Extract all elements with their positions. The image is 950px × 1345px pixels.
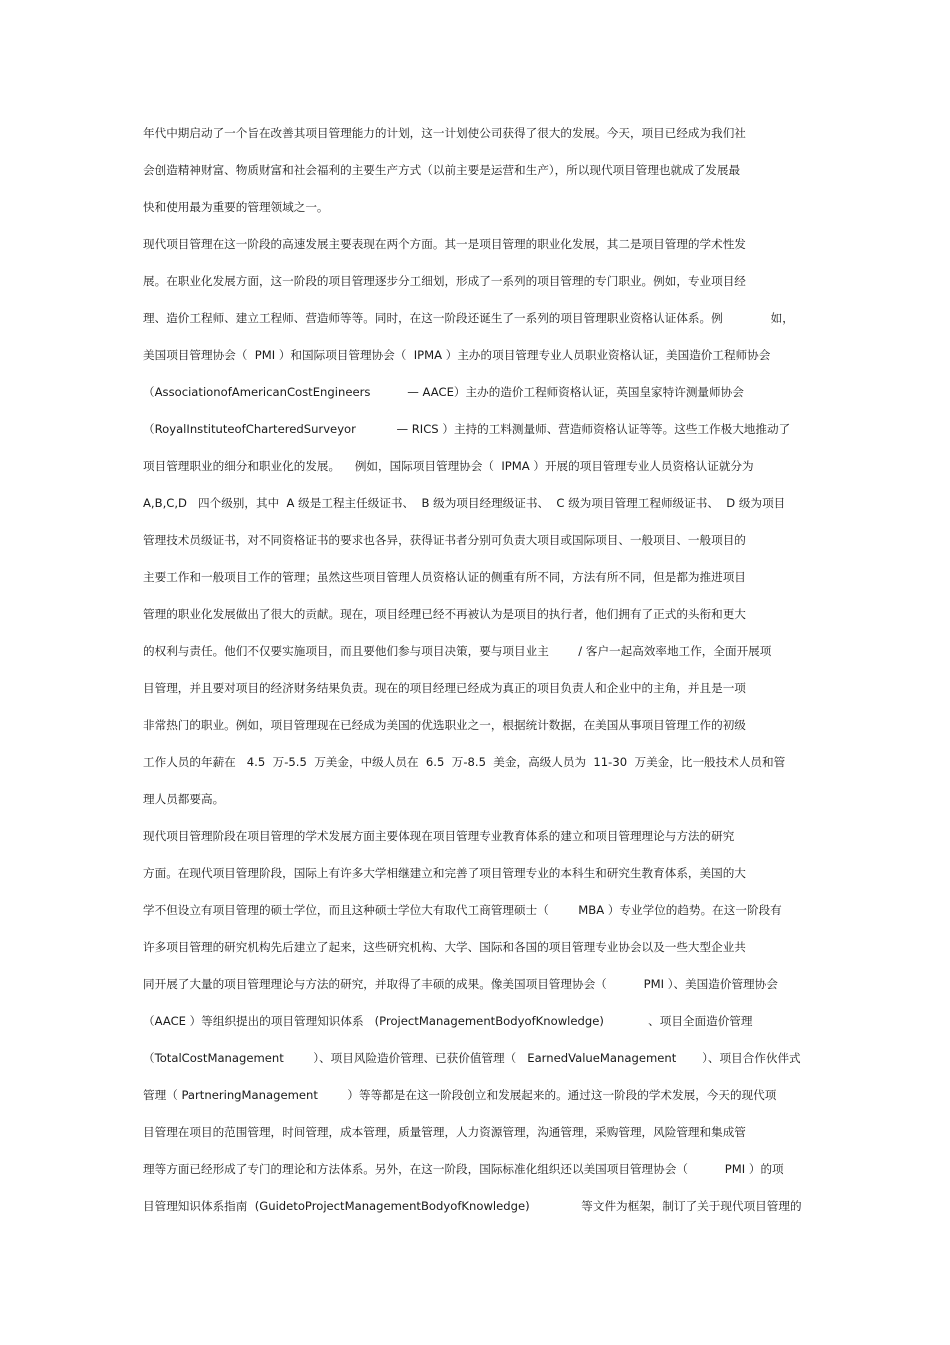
text-line: 现代项目管理在这一阶段的高速发展主要表现在两个方面。其一是项目管理的职业化发展，其二是项目管理的学术性发 [143, 237, 746, 251]
text-line: 理等方面已经形成了专门的理论和方法体系。另外，在这一阶段，国际标准化组织还以美国项目管理协会（ PMI ）的项 [143, 1162, 784, 1176]
text-line: 美国项目管理协会（ PMI ）和国际项目管理协会（ IPMA ）主办的项目管理专业人员职业资格认证，美国造价工程师协会 [143, 348, 771, 362]
text-line: 同开展了大量的项目管理理论与方法的研究，并取得了丰硕的成果。像美国项目管理协会（ PMI ）、美国造价管理协会 [143, 977, 778, 991]
text-line: A,B,C,D 四个级别，其中 A 级是工程主任级证书、 B 级为项目经理级证书、 C 级为项目管理工程师级证书、 D 级为项目 [143, 496, 786, 510]
text-line: （AACE ）等组织提出的项目管理知识体系 (ProjectManagementBodyofKnowledge) 、项目全面造价管理 [143, 1014, 753, 1028]
text-line: （RoyalInstituteofCharteredSurveyor — RICS ）主持的工料测量师、营造师资格认证等等。这些工作极大地推动了 [143, 422, 791, 436]
text-line: 理、造价工程师、建立工程师、营造师等等。同时，在这一阶段还诞生了一系列的项目管理职业资格认证体系。例 如， [143, 311, 794, 325]
text-line: 主要工作和一般项目工作的管理；虽然这些项目管理人员资格认证的侧重有所不同，方法有所不同，但是都为推进项目 [143, 570, 746, 584]
text-line: 年代中期启动了一个旨在改善其项目管理能力的计划，这一计划使公司获得了很大的发展。今天，项目已经成为我们社 [143, 126, 746, 140]
text-line: 项目管理职业的细分和职业化的发展。 例如，国际项目管理协会（ IPMA ）开展的项目管理专业人员资格认证就分为 [143, 459, 754, 473]
text-line: 非常热门的职业。例如，项目管理现在已经成为美国的优选职业之一，根据统计数据，在美国从事项目管理工作的初级 [143, 718, 746, 732]
text-line: 会创造精神财富、物质财富和社会福利的主要生产方式（以前主要是运营和生产），所以现代项目管理也就成了发展最 [143, 163, 741, 177]
text-line: （TotalCostManagement ）、项目风险造价管理、已获价值管理（ EarnedValueManagement ）、项目合作伙伴式 [143, 1051, 801, 1065]
text-line: 管理（ PartneringManagement ）等等都是在这一阶段创立和发展起来的。通过这一阶段的学术发展，今天的现代项 [143, 1088, 777, 1102]
text-line: 快和使用最为重要的管理领域之一。 [143, 200, 329, 214]
text-line: 管理技术员级证书，对不同资格证书的要求也各异，获得证书者分别可负责大项目或国际项目、一般项目、一般项目的 [143, 533, 746, 547]
text-line: 的权利与责任。他们不仅要实施项目，而且要他们参与项目决策，要与项目业主 / 客户一起高效率地工作，全面开展项 [143, 644, 772, 658]
text-line: 许多项目管理的研究机构先后建立了起来，这些研究机构、大学、国际和各国的项目管理专业协会以及一些大型企业共 [143, 940, 746, 954]
text-line: 管理的职业化发展做出了很大的贡献。现在，项目经理已经不再被认为是项目的执行者，他们拥有了正式的头衔和更大 [143, 607, 746, 621]
text-line: 理人员都要高。 [143, 792, 225, 806]
text-line: 目管理，并且要对项目的经济财务结果负责。现在的项目经理已经成为真正的项目负责人和企业中的主角，并且是一项 [143, 681, 746, 695]
body-text [143, 122, 823, 1232]
text-line: （AssociationofAmericanCostEngineers — AACE）主办的造价工程师资格认证，英国皇家特许测量师协会 [143, 385, 744, 399]
text-line: 学不但设立有项目管理的硕士学位，而且这种硕士学位大有取代工商管理硕士（ MBA ）专业学位的趋势。在这一阶段有 [143, 903, 782, 917]
text-line: 目管理知识体系指南 (GuidetoProjectManagementBodyofKnowledge) 等文件为框架，制订了关于现代项目管理的 [143, 1199, 802, 1213]
text-line: 目管理在项目的范围管理，时间管理，成本管理，质量管理，人力资源管理，沟通管理，采购管理，风险管理和集成管 [143, 1125, 746, 1139]
text-line: 工作人员的年薪在 4.5 万-5.5 万美金，中级人员在 6.5 万-8.5 美金，高级人员为 11-30 万美金，比一般技术人员和管 [143, 755, 786, 769]
text-line: 方面。在现代项目管理阶段，国际上有许多大学相继建立和完善了项目管理专业的本科生和研究生教育体系，美国的大 [143, 866, 746, 880]
text-line: 展。在职业化发展方面，这一阶段的项目管理逐步分工细划，形成了一系列的项目管理的专门职业。例如，专业项目经 [143, 274, 746, 288]
text-line: 现代项目管理阶段在项目管理的学术发展方面主要体现在项目管理专业教育体系的建立和项目管理理论与方法的研究 [143, 829, 735, 843]
